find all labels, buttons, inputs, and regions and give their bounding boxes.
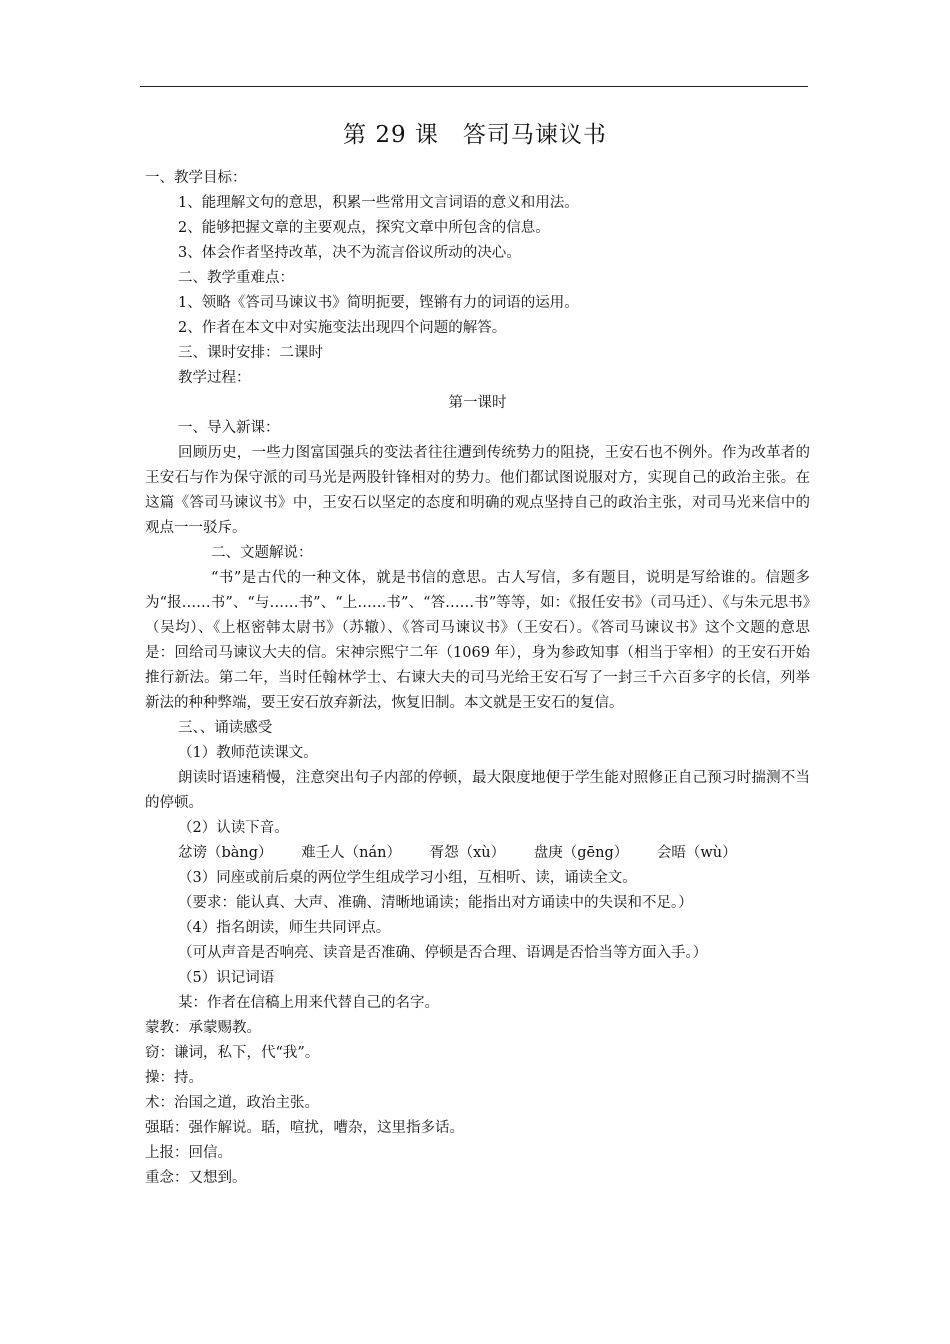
vocabulary-item: 操：持。 — [145, 1070, 203, 1086]
reading-note: （要求：能认真、大声、准确、清晰地诵读；能指出对方诵读中的失误和不足。） — [178, 895, 693, 911]
vocabulary-item: 窃：谦词，私下，代“我”。 — [145, 1045, 320, 1061]
pronunciation-item: 难壬人（nán） — [301, 845, 401, 861]
intro-heading: 一、导入新课： — [178, 420, 280, 436]
reading-step: （3）同座或前后桌的两位学生组成学习小组，互相听、读，诵读全文。 — [178, 870, 637, 886]
header-rule — [140, 86, 808, 87]
key-points-heading: 二、教学重难点： — [178, 270, 294, 286]
pronunciation-item: 盘庚（gēng） — [533, 845, 629, 861]
reading-note: （可从声音是否响亮、读音是否准确、停顿是否合理、语调是否恰当等方面入手。） — [178, 945, 708, 961]
vocabulary-item: 蒙教：承蒙赐教。 — [145, 1020, 261, 1036]
key-point-item: 1、领略《答司马谏议书》简明扼要，铿锵有力的词语的运用。 — [178, 295, 579, 311]
pronunciation-line — [145, 841, 810, 866]
schedule-line: 三、课时安排：二课时 — [178, 345, 323, 361]
title-explain-heading: 二、文题解说： — [211, 545, 313, 561]
reading-step: （1）教师范读课文。 — [178, 745, 318, 761]
reading-heading: 三、、诵读感受 — [178, 720, 273, 736]
reading-step: （2）认读下音。 — [178, 820, 289, 836]
key-point-item: 2、作者在本文中对实施变法出现四个问题的解答。 — [178, 320, 507, 336]
page-title: 第 29 课 答司马谏议书 — [343, 122, 607, 148]
objective-item: 1、能理解文句的意思，积累一些常用文言词语的意义和用法。 — [178, 195, 579, 211]
lesson-title: 第一课时 — [448, 395, 507, 411]
pronunciation-item: 胥怨（xù） — [429, 845, 506, 861]
vocabulary-item: 术：治国之道，政治主张。 — [145, 1095, 319, 1111]
document-body — [145, 166, 810, 1191]
vocabulary-item: 强聒：强作解说。聒，喧扰，嘈杂，这里指多话。 — [145, 1120, 464, 1136]
reading-note: 朗读时语速稍慢，注意突出句子内部的停顿，最大限度地便于学生能对照修正自己预习时揣测不当的停顿。 — [145, 770, 810, 811]
intro-paragraph: 回顾历史，一些力图富国强兵的变法者往往遭到传统势力的阻挠，王安石也不例外。作为改革者的王安石与作为保守派的司马光是两股针锋相对的势力。他们都试图说服对方，实现自己的政治主张。在这篇《答司马谏议书》中，王安石以坚定的态度和明确的观点坚持自己的政治主张，对司马光来信中的观点一一驳斥。 — [145, 445, 810, 536]
reading-step: （4）指名朗读，师生共同评点。 — [178, 920, 391, 936]
pronunciation-item: 忿谤（bàng） — [178, 845, 273, 861]
vocabulary-item: 上报：回信。 — [145, 1145, 232, 1161]
vocabulary-item: 某：作者在信稿上用来代替自己的名字。 — [178, 995, 439, 1011]
objective-item: 2、能够把握文章的主要观点，探究文章中所包含的信息。 — [178, 220, 550, 236]
process-heading: 教学过程： — [178, 370, 251, 386]
pronunciation-item: 会晤（wù） — [656, 845, 737, 861]
objective-item: 3、体会作者坚持改革，决不为流言俗议所动的决心。 — [178, 245, 521, 261]
objectives-heading: 一、教学目标： — [145, 170, 247, 186]
reading-step: （5）识记词语 — [178, 970, 275, 986]
vocabulary-item: 重念：又想到。 — [145, 1170, 247, 1186]
title-explain-paragraph: “书”是古代的一种文体，就是书信的意思。古人写信，多有题目，说明是写给谁的。信题多为“报……书”、“与……书”、“上……书”、“答……书”等等，如：《报任安书》（司马迁）、《与朱元思书》（吴均）、《上枢密韩太尉书》（苏辙）、《答司马谏议书》（王安石）。《答司马谏议书》这个文题的意思是：回给司马谏议大夫的信。宋神宗熙宁二年（1069 年），身为参政知事（相当于宰相）的王安石开始推行新法。第二年，当时任翰林学士、右谏大夫的司马光给王安石写了一封三千六百多字的长信，列举新法的种种弊端，要王安石放弃新法，恢复旧制。本文就是王安石的复信。 — [145, 570, 810, 711]
